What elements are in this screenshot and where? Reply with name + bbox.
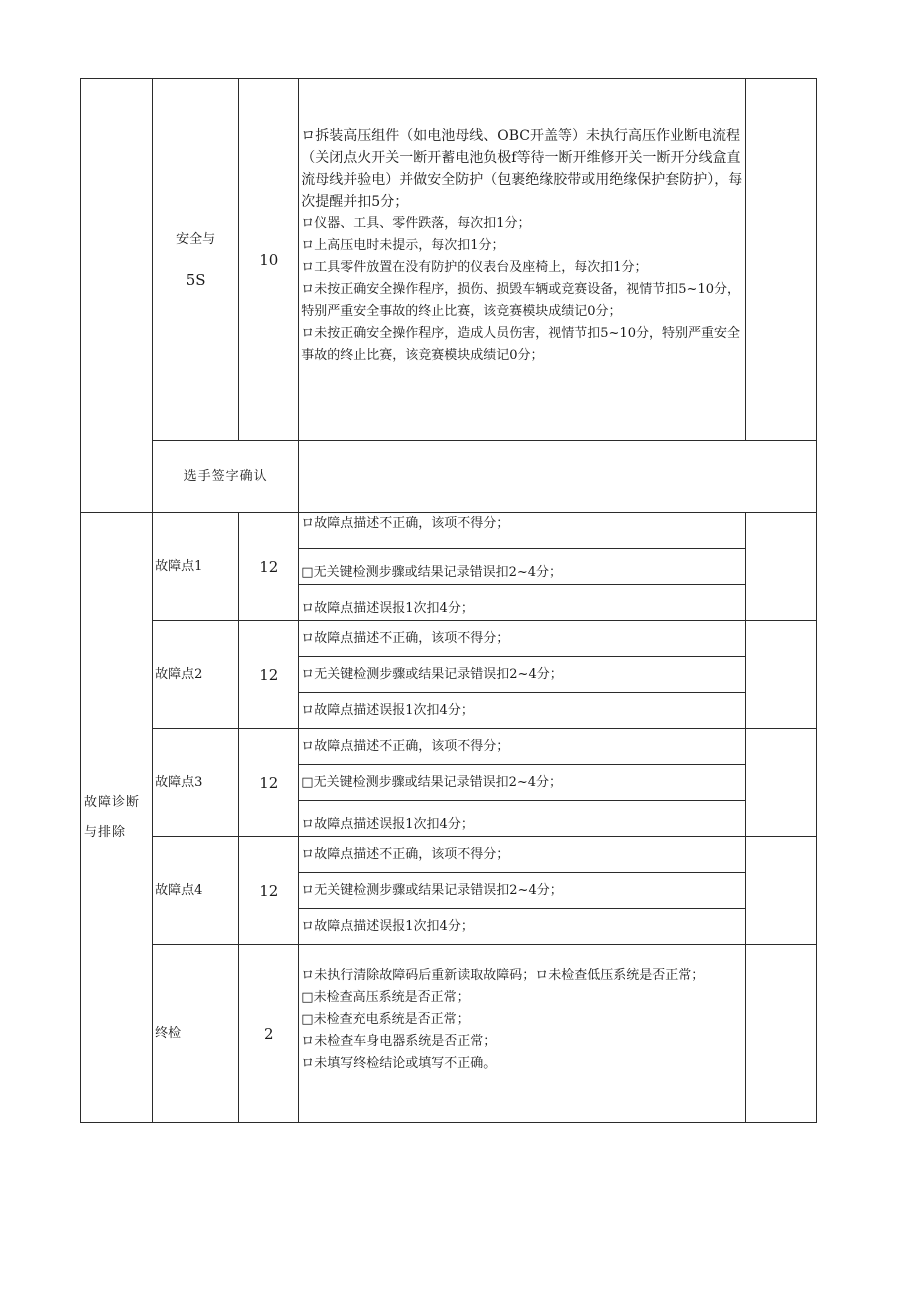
fault-3-criterion: ロ故障点描述不正确，该项不得分； — [299, 729, 746, 765]
safety-criterion: ロ上高压电时未提示，每次扣1分； — [301, 238, 505, 253]
fault-1-criterion: ロ故障点描述误报1次扣4分； — [299, 585, 746, 621]
fault-3-row — [81, 729, 817, 765]
fault-3-deduction-cell — [745, 729, 816, 837]
signature-field[interactable] — [299, 441, 817, 513]
final-check-row — [81, 945, 817, 1123]
safety-deduction-cell — [745, 79, 816, 441]
fault-2-score: 12 — [239, 621, 299, 729]
fault-1-score: 12 — [239, 513, 299, 621]
final-check-criterion: □未检查充电系统是否正常； — [301, 1012, 470, 1027]
fault-2-name: 故障点2 — [153, 621, 239, 729]
final-check-criteria — [299, 945, 746, 1123]
fault-module-label-line1: 故障诊断 — [84, 794, 141, 810]
safety-module-cell — [81, 79, 153, 513]
fault-4-criterion: ロ无关键检测步骤或结果记录错误扣2~4分； — [299, 873, 746, 909]
scoring-table — [80, 78, 817, 1123]
safety-item-cell — [153, 79, 239, 441]
fault-module-label — [81, 513, 153, 1123]
safety-criterion: ロ未按正确安全操作程序，损伤、损毁车辆或竞赛设备，视情节扣5~10分，特别严重安全事故的终止比赛，该竞赛模块成绩记0分； — [301, 282, 740, 319]
fault-module-label-line2: 与排除 — [84, 824, 127, 840]
fault-2-criterion: ロ无关键检测步骤或结果记录错误扣2~4分； — [299, 657, 746, 693]
fault-3-criterion: □无关键检测步骤或结果记录错误扣2~4分； — [299, 765, 746, 801]
final-check-criterion: ロ未执行清除故障码后重新读取故障码；ロ未检查低压系统是否正常； — [301, 968, 705, 983]
fault-1-name: 故障点1 — [153, 513, 239, 621]
fault-3-score: 12 — [239, 729, 299, 837]
safety-item-label-5s: 5S — [185, 270, 206, 289]
fault-3-name: 故障点3 — [153, 729, 239, 837]
final-check-criterion: ロ未填写终检结论或填写不正确。 — [301, 1056, 497, 1071]
final-check-criterion: □未检查高压系统是否正常； — [301, 990, 470, 1005]
fault-2-row — [81, 621, 817, 657]
fault-1-deduction-cell — [745, 513, 816, 621]
signature-label: 选手签字确认 — [153, 441, 299, 513]
fault-4-criterion: ロ故障点描述误报1次扣4分； — [299, 909, 746, 945]
safety-row — [81, 79, 817, 441]
signature-row — [81, 441, 817, 513]
fault-2-criterion: ロ故障点描述不正确，该项不得分； — [299, 621, 746, 657]
safety-criterion: ロ拆装高压组件（如电池母线、OBC开盖等）未执行高压作业断电流程（关闭点火开关一断开蓄电池负极f等待一断开维修开关一断开分线盒直流母线并验电）并做安全防护（包裹绝缘胶带或用绝缘保护套防护），每次提醒并扣5分； — [301, 128, 743, 210]
final-check-score: 2 — [239, 945, 299, 1123]
fault-3-criterion: ロ故障点描述误报1次扣4分； — [299, 801, 746, 837]
fault-4-score: 12 — [239, 837, 299, 945]
fault-1-row — [81, 513, 817, 549]
fault-4-deduction-cell — [745, 837, 816, 945]
fault-2-criterion: ロ故障点描述误报1次扣4分； — [299, 693, 746, 729]
final-check-name: 终检 — [153, 945, 239, 1123]
safety-criterion: ロ未按正确安全操作程序，造成人员伤害，视情节扣5~10分，特别严重安全事故的终止比赛，该竞赛模块成绩记0分； — [301, 326, 740, 363]
fault-4-criterion: ロ故障点描述不正确，该项不得分； — [299, 837, 746, 873]
fault-2-deduction-cell — [745, 621, 816, 729]
fault-1-criterion: ロ故障点描述不正确，该项不得分； — [299, 513, 746, 549]
final-check-deduction-cell — [745, 945, 816, 1123]
safety-criteria — [299, 79, 746, 441]
safety-item-label: 安全与 — [176, 231, 216, 247]
fault-1-criterion: □无关键检测步骤或结果记录错误扣2~4分； — [299, 549, 746, 585]
safety-score: 10 — [239, 79, 299, 441]
safety-criterion: ロ工具零件放置在没有防护的仪表台及座椅上，每次扣1分； — [301, 260, 648, 275]
fault-4-name: 故障点4 — [153, 837, 239, 945]
final-check-criterion: ロ未检查车身电器系统是否正常； — [301, 1034, 497, 1049]
safety-criterion: ロ仪器、工具、零件跌落，每次扣1分； — [301, 216, 531, 231]
fault-4-row — [81, 837, 817, 873]
